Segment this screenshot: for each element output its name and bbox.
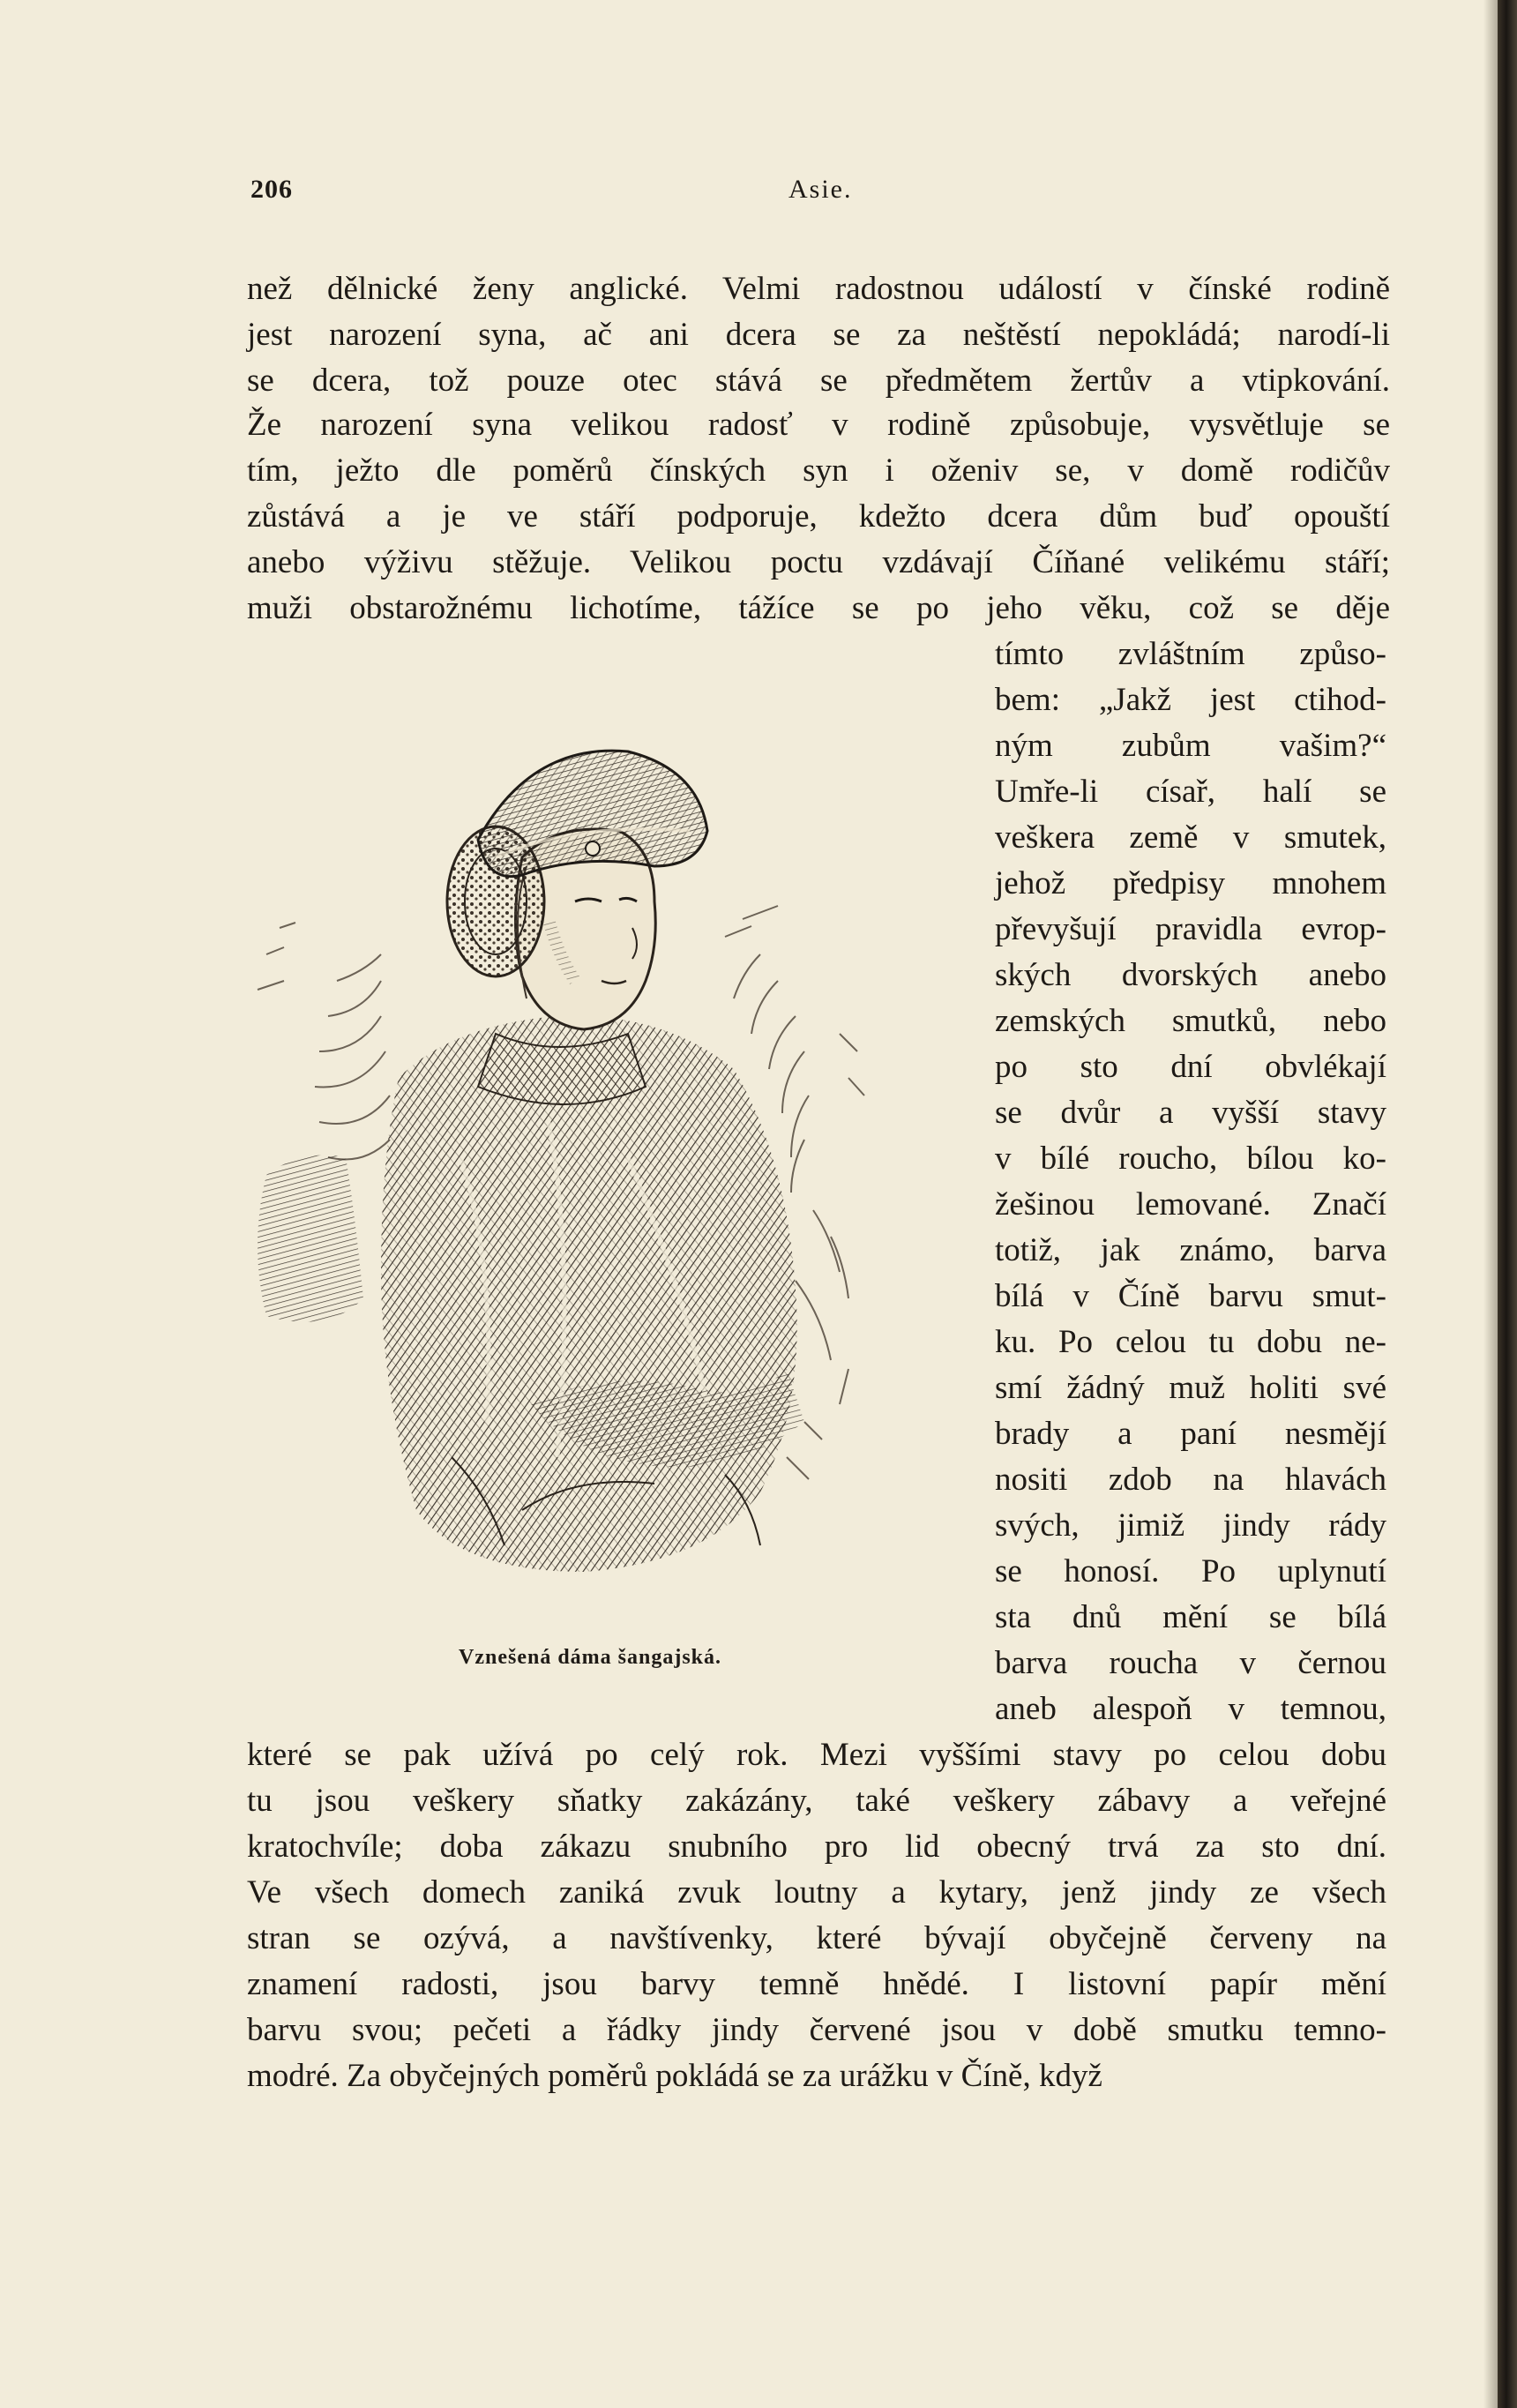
text-line: tímto zvláštním způso- [995,636,1386,672]
text-line: svých, jimiž jindy rády [995,1507,1386,1544]
text-line: převyšují pravidla evrop- [995,911,1386,947]
text-line: stran se ozývá, a navštívenky, které bývají obyčejně červeny na [247,1920,1386,1956]
text-line: barvu svou; pečeti a řádky jindy červené jsou v době smutku temno- [247,2012,1386,2048]
text-line: zemských smutků, nebo [995,1003,1386,1039]
text-line: barva roucha v černou [995,1645,1386,1681]
running-head: Asie. [788,175,853,204]
text-line: se dcera, tož pouze otec stává se předmětem žertův a vtipkování. [247,363,1390,399]
text-line: ských dvorských anebo [995,957,1386,993]
book-spine [1498,0,1517,2408]
text-line: se dvůr a vyšší stavy [995,1095,1386,1131]
figure-caption: Vznešená dáma šangajská. [459,1646,722,1669]
text-line: ným zubům vašim?“ [995,728,1386,764]
text-line: žešinou lemované. Značí [995,1186,1386,1223]
text-line: tu jsou veškery sňatky zakázány, také veškery zábavy a veřejné [247,1783,1386,1819]
text-line: modré. Za obyčejných poměrů pokládá se za urážku v Číně, když [247,2058,1102,2094]
text-line: bílá v Číně barvu smut- [995,1278,1386,1314]
text-line: anebo výživu stěžuje. Velikou poctu vzdávají Číňané velikému stáří; [247,544,1390,580]
text-line: kratochvíle; doba zákazu snubního pro lid obecný trvá za sto dní. [247,1828,1386,1865]
text-line: smí žádný muž holiti své [995,1370,1386,1406]
text-line: jehož předpisy mnohem [995,865,1386,901]
text-line: muži obstarožnému lichotíme, tážíce se po jeho věku, což se děje [247,590,1390,626]
ground-shadow [258,1155,363,1322]
page-gutter-shadow [1483,0,1498,2408]
text-line: tím, ježto dle poměrů čínských syn i oženiv se, v domě rodičův [247,452,1390,489]
text-line: nositi zdob na hlavách [995,1462,1386,1498]
text-line: než dělnické ženy anglické. Velmi radostnou událostí v čínské rodině [247,271,1390,307]
text-line: znamení radosti, jsou barvy temně hnědé. I listovní papír mění [247,1966,1386,2002]
text-line: veškera země v smutek, [995,819,1386,856]
text-line: totiž, jak známo, barva [995,1232,1386,1268]
text-line: se honosí. Po uplynutí [995,1553,1386,1589]
text-line: Ve všech domech zaniká zvuk loutny a kytary, jenž jindy ze všech [247,1874,1386,1911]
text-line: zůstává a je ve stáří podporuje, kdežto dcera dům buď opouští [247,498,1390,535]
text-line: brady a paní nesmějí [995,1416,1386,1452]
text-line: jest narození syna, ač ani dcera se za neštěstí nepokládá; narodí-li [247,317,1390,353]
woman-portrait-engraving [231,663,963,1625]
text-line: sta dnů mění se bílá [995,1599,1386,1635]
text-line: aneb alespoň v temnou, [995,1691,1386,1727]
text-line: Že narození syna velikou radosť v rodině způsobuje, vysvětluje se [247,407,1390,443]
text-line: po sto dní obvlékají [995,1049,1386,1085]
text-line: v bílé roucho, bílou ko- [995,1140,1386,1177]
page-number: 206 [250,175,293,204]
text-line: ku. Po celou tu dobu ne- [995,1324,1386,1360]
text-line: Umře-li císař, halí se [995,774,1386,810]
page-header [247,175,1385,219]
engraving-illustration [231,663,963,1625]
text-line: bem: „Jakž jest ctihod- [995,682,1386,718]
text-line: které se pak užívá po celý rok. Mezi vyššími stavy po celou dobu [247,1737,1386,1773]
